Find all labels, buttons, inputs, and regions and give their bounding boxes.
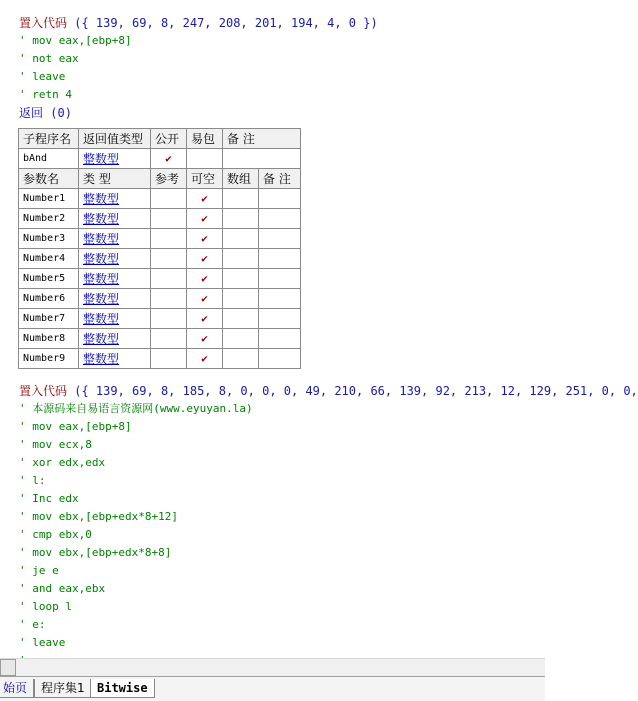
tab-bar [0,676,545,701]
param-name[interactable]: Number8 [19,329,79,349]
param-name[interactable]: Number2 [19,209,79,229]
param-remark-cell[interactable] [259,189,301,209]
code-line-embed-2[interactable] [19,382,638,400]
comment-line[interactable]: ' je e [19,564,59,577]
nullable-check-icon[interactable]: ✔ [187,229,223,249]
param-remark-cell[interactable] [259,289,301,309]
subroutine-header-row [19,129,301,149]
return-value: (0) [50,106,72,120]
param-row[interactable] [19,349,301,369]
comment-line[interactable]: ' mov eax,[ebp+8] [19,34,132,47]
param-byref-cell[interactable] [151,289,187,309]
comment-line[interactable]: ' e: [19,618,46,631]
param-row[interactable] [19,249,301,269]
param-row[interactable] [19,329,301,349]
param-row[interactable] [19,189,301,209]
horizontal-scrollbar[interactable] [0,658,545,676]
param-remark-cell[interactable] [259,249,301,269]
param-name[interactable]: Number4 [19,249,79,269]
return-keyword: 返回 [19,106,44,120]
param-type[interactable]: 整数型 [79,289,151,309]
param-array-cell[interactable] [223,249,259,269]
param-type[interactable]: 整数型 [79,269,151,289]
sub-return-type[interactable]: 整数型 [79,149,151,169]
param-name[interactable]: Number7 [19,309,79,329]
header-array: 数组 [223,169,259,189]
nullable-check-icon[interactable]: ✔ [187,249,223,269]
header-nullable: 可空 [187,169,223,189]
param-array-cell[interactable] [223,269,259,289]
embed-keyword: 置入代码 [19,16,68,30]
code-line-embed-1[interactable] [19,14,378,32]
comment-line[interactable]: ' 本源码来自易语言资源网(www.eyuyan.la) [19,402,253,415]
comment-line[interactable]: ' mov ebx,[ebp+edx*8+12] [19,510,178,523]
param-byref-cell[interactable] [151,329,187,349]
param-byref-cell[interactable] [151,189,187,209]
param-remark-cell[interactable] [259,209,301,229]
param-byref-cell[interactable] [151,249,187,269]
sub-name[interactable]: bAnd [19,149,79,169]
header-param-name: 参数名 [19,169,79,189]
remark-cell[interactable] [223,149,301,169]
header-public: 公开 [151,129,187,149]
header-param-remark: 备 注 [259,169,301,189]
easy-pack-cell[interactable] [187,149,223,169]
header-sub-name: 子程序名 [19,129,79,149]
comment-line[interactable]: ' loop l [19,600,72,613]
embed-keyword: 置入代码 [19,384,68,398]
param-remark-cell[interactable] [259,229,301,249]
tab-assembly1[interactable]: 程序集1 [34,679,92,698]
param-type[interactable]: 整数型 [79,209,151,229]
nullable-check-icon[interactable]: ✔ [187,189,223,209]
param-remark-cell[interactable] [259,349,301,369]
header-easy-pack: 易包 [187,129,223,149]
param-type[interactable]: 整数型 [79,329,151,349]
param-remark-cell[interactable] [259,329,301,349]
param-name[interactable]: Number1 [19,189,79,209]
param-byref-cell[interactable] [151,349,187,369]
comment-line[interactable]: ' not eax [19,52,79,65]
comment-line[interactable]: ' mov ebx,[ebp+edx*8+8] [19,546,172,559]
param-row[interactable] [19,289,301,309]
param-array-cell[interactable] [223,289,259,309]
param-byref-cell[interactable] [151,269,187,289]
param-remark-cell[interactable] [259,309,301,329]
param-name[interactable]: Number5 [19,269,79,289]
param-header-row [19,169,301,189]
param-type[interactable]: 整数型 [79,349,151,369]
tab-start-page[interactable]: 始页 [0,679,34,698]
public-check-icon[interactable]: ✔ [151,149,187,169]
param-rows [19,189,301,369]
header-param-type: 类 型 [79,169,151,189]
param-remark-cell[interactable] [259,269,301,289]
param-type[interactable]: 整数型 [79,309,151,329]
param-byref-cell[interactable] [151,229,187,249]
comment-line[interactable]: ' mov eax,[ebp+8] [19,420,132,433]
nullable-check-icon[interactable]: ✔ [187,289,223,309]
param-array-cell[interactable] [223,229,259,249]
code-line-return[interactable] [19,104,72,122]
nullable-check-icon[interactable]: ✔ [187,309,223,329]
embed-bytes: ({ 139, 69, 8, 247, 208, 201, 194, 4, 0 }) [74,16,378,30]
header-byref: 参考 [151,169,187,189]
tab-bitwise[interactable]: Bitwise [90,679,155,698]
param-type[interactable]: 整数型 [79,249,151,269]
subroutine-row[interactable] [19,149,301,169]
param-array-cell[interactable] [223,189,259,209]
param-name[interactable]: Number9 [19,349,79,369]
comment-line[interactable]: ' cmp ebx,0 [19,528,92,541]
nullable-check-icon[interactable]: ✔ [187,209,223,229]
param-row[interactable] [19,309,301,329]
nullable-check-icon[interactable]: ✔ [187,329,223,349]
comment-line[interactable]: ' l: [19,474,46,487]
param-byref-cell[interactable] [151,309,187,329]
scrollbar-thumb[interactable] [0,659,16,676]
nullable-check-icon[interactable]: ✔ [187,349,223,369]
embed-bytes: ({ 139, 69, 8, 185, 8, 0, 0, 0, 49, 210, 66, 139, 92, 213, 12, 129, 251, 0, 0, [74,384,638,398]
comment-line[interactable]: ' xor edx,edx [19,456,106,469]
comment-line[interactable]: ' leave [19,636,66,649]
comment-line[interactable]: ' leave [19,70,66,83]
comment-line[interactable]: ' retn 4 [19,88,72,101]
header-remark: 备 注 [223,129,301,149]
param-name[interactable]: Number3 [19,229,79,249]
nullable-check-icon[interactable]: ✔ [187,269,223,289]
param-byref-cell[interactable] [151,209,187,229]
param-type[interactable]: 整数型 [79,229,151,249]
param-array-cell[interactable] [223,349,259,369]
param-type[interactable]: 整数型 [79,189,151,209]
comment-line[interactable]: ' mov ecx,8 [19,438,92,451]
param-row[interactable] [19,269,301,289]
param-row[interactable] [19,229,301,249]
comment-line[interactable]: ' and eax,ebx [19,582,106,595]
param-array-cell[interactable] [223,329,259,349]
header-return-type: 返回值类型 [79,129,151,149]
param-array-cell[interactable] [223,209,259,229]
subroutine-table [18,128,301,369]
param-name[interactable]: Number6 [19,289,79,309]
param-row[interactable] [19,209,301,229]
param-array-cell[interactable] [223,309,259,329]
comment-line[interactable]: ' Inc edx [19,492,79,505]
